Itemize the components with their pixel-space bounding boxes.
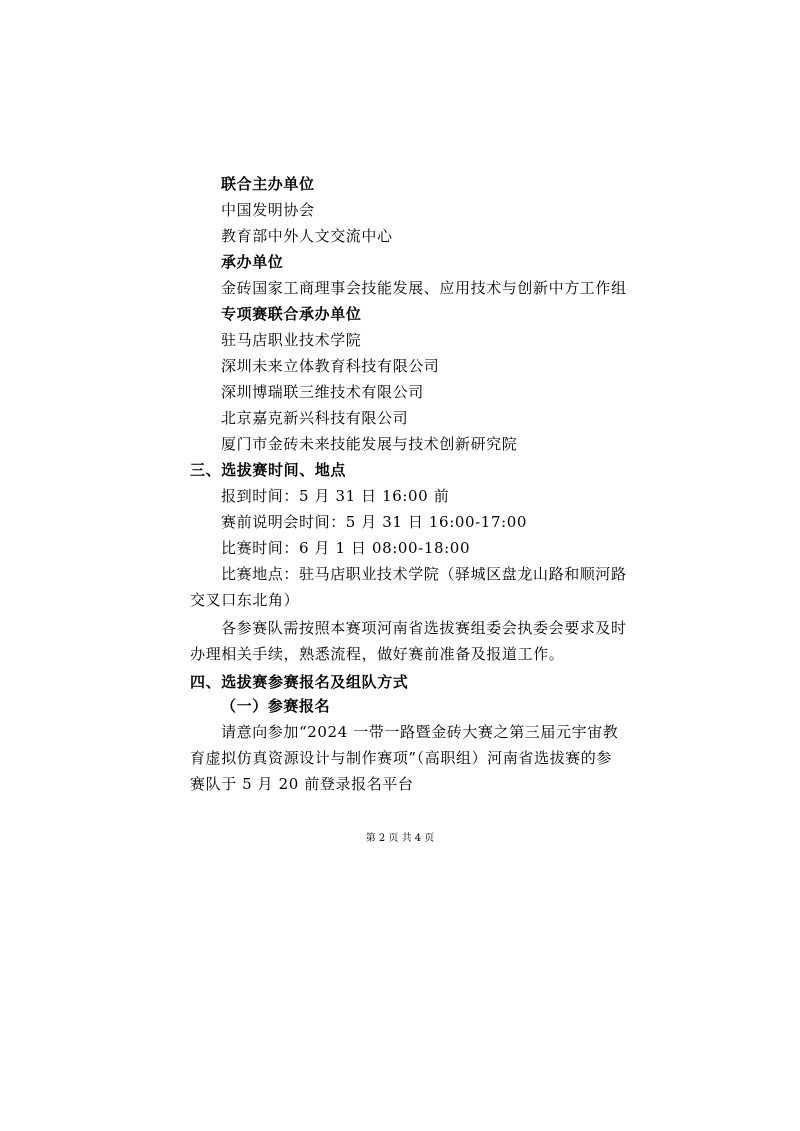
joint-host-item: 教育部中外人文交流中心 bbox=[221, 227, 393, 245]
body-line: 育虚拟仿真资源设计与制作赛项”（高职组）河南省选拔赛的参 bbox=[190, 749, 612, 767]
section-4-heading: 四、选拔赛参赛报名及组队方式 bbox=[190, 673, 409, 691]
co-organizer-item: 北京嘉克新兴科技有限公司 bbox=[221, 409, 409, 427]
joint-host-item: 中国发明协会 bbox=[221, 201, 315, 219]
section-4-subheading: （一）参赛报名 bbox=[221, 697, 331, 715]
section-3-heading: 三、选拔赛时间、地点 bbox=[190, 461, 347, 479]
organizer-item: 金砖国家工商理事会技能发展、应用技术与创新中方工作组 bbox=[221, 279, 627, 297]
organizer-heading: 承办单位 bbox=[221, 253, 284, 271]
co-organizer-item: 厦门市金砖未来技能发展与技术创新研究院 bbox=[221, 435, 518, 453]
note-line: 各参赛队需按照本赛项河南省选拔赛组委会执委会要求及时 bbox=[221, 619, 627, 637]
briefing-time: 赛前说明会时间：5 月 31 日 16:00-17:00 bbox=[221, 513, 528, 531]
co-organizer-item: 深圳博瑞联三维技术有限公司 bbox=[221, 383, 424, 401]
venue-line: 比赛地点：驻马店职业技术学院（驿城区盘龙山路和顺河路 bbox=[221, 565, 627, 583]
co-organizer-item: 深圳未来立体教育科技有限公司 bbox=[221, 357, 440, 375]
page-number: 第 2 页 共 4 页 bbox=[365, 833, 435, 844]
venue-line: 交叉口东北角） bbox=[190, 591, 300, 609]
body-line: 请意向参加“2024 一带一路暨金砖大赛之第三届元宇宙教 bbox=[221, 723, 619, 741]
competition-time: 比赛时间：6 月 1 日 08:00-18:00 bbox=[221, 539, 471, 557]
joint-host-heading: 联合主办单位 bbox=[221, 175, 315, 193]
body-line: 赛队于 5 月 20 前登录报名平台 bbox=[190, 775, 414, 793]
special-co-organizer-heading: 专项赛联合承办单位 bbox=[221, 305, 362, 323]
co-organizer-item: 驻马店职业技术学院 bbox=[221, 331, 362, 349]
check-in-time: 报到时间：5 月 31 日 16:00 前 bbox=[221, 487, 450, 505]
note-line: 办理相关手续，熟悉流程，做好赛前准备及报道工作。 bbox=[190, 645, 565, 663]
